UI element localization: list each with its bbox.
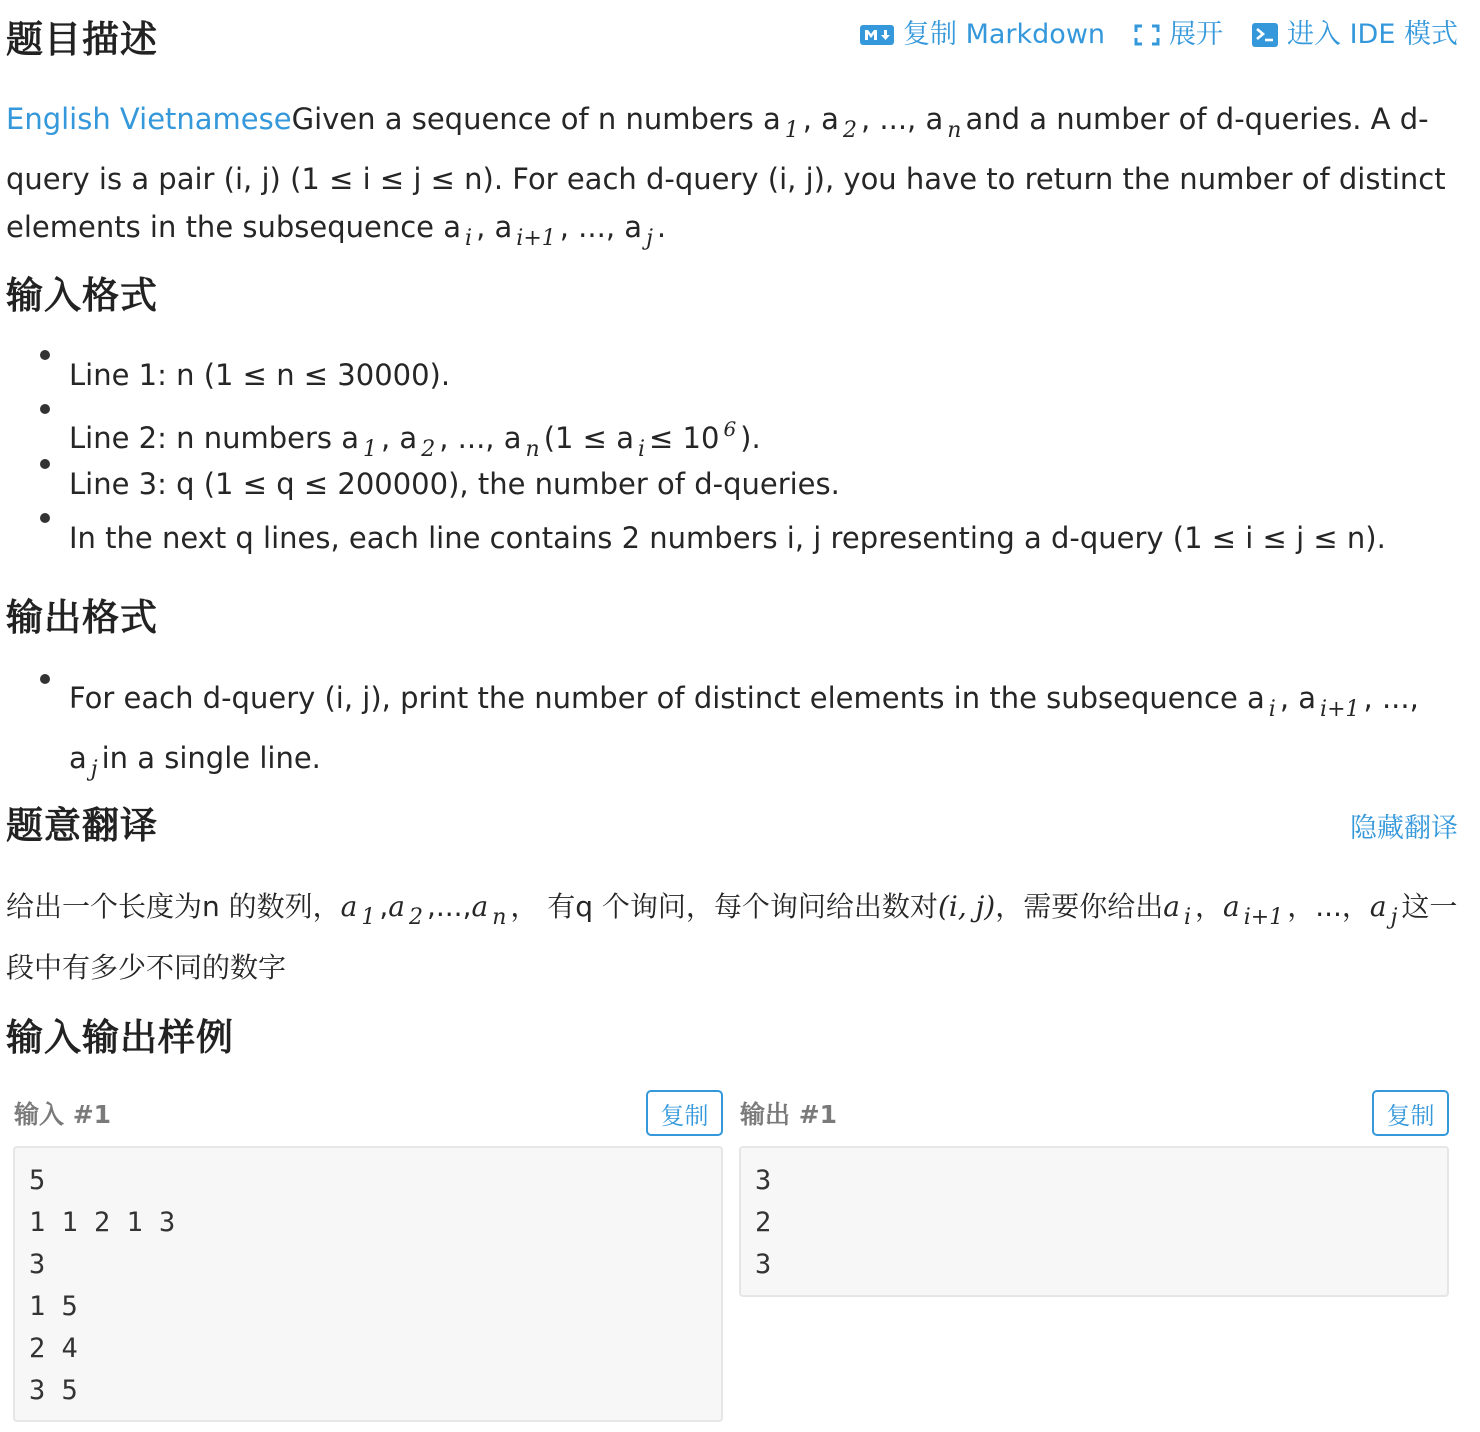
- text-segment: n: [525, 437, 540, 462]
- text-segment: 这一段中有多少不同的数字: [6, 890, 1458, 984]
- text-segment: , a: [1279, 681, 1317, 715]
- text-segment: ,: [379, 890, 389, 923]
- copy-markdown-button[interactable]: [859, 18, 1105, 52]
- translation-heading: 题意翻译: [6, 804, 158, 847]
- text-segment: a: [471, 890, 489, 923]
- text-segment: a: [1163, 890, 1180, 923]
- text-segment: and a number of d-queries. A d-query is a pair (i, j) (1 ≤ i ≤ j ≤ n). For each d-query (i, j), you have to return the number of distinct elements in the subsequence a: [6, 102, 1446, 244]
- terminal-icon: [1251, 22, 1279, 48]
- text-segment: ,...,: [426, 890, 472, 923]
- text-segment: ，需要你给出: [995, 890, 1164, 923]
- sample-output-box[interactable]: 3 2 3: [739, 1146, 1449, 1297]
- text-segment: j: [1390, 905, 1398, 930]
- output-sample-label: 输出 #1: [740, 1100, 838, 1129]
- text-segment: ≤ 10: [649, 421, 720, 455]
- text-segment: ，...，: [1287, 890, 1370, 923]
- toolbar: [859, 18, 1458, 52]
- text-segment: ， 有q 个询问，每个询问给出数对: [510, 890, 938, 923]
- ide-mode-label: 进入 IDE 模式: [1287, 19, 1458, 50]
- text-segment: .: [656, 210, 667, 244]
- list-item: [40, 513, 1465, 567]
- copy-input-button[interactable]: 复制: [646, 1090, 723, 1136]
- copy-output-button[interactable]: 复制: [1372, 1090, 1449, 1136]
- text-segment: i: [1268, 697, 1276, 722]
- text-segment: 给出一个长度为n 的数列，: [6, 890, 341, 923]
- text-segment: 6: [723, 417, 737, 441]
- text-segment: i: [637, 437, 646, 462]
- text-segment: , a: [380, 421, 418, 455]
- text-segment: i+1: [1320, 697, 1360, 722]
- text-segment: (i, j): [937, 890, 996, 923]
- ide-mode-button[interactable]: [1251, 18, 1458, 52]
- input-format-list: [40, 350, 1465, 567]
- text-segment: n: [492, 905, 507, 930]
- text-segment: 2: [408, 905, 423, 930]
- text-segment: i+1: [516, 226, 556, 251]
- text-segment: , ..., a: [559, 210, 643, 244]
- text-segment: j: [90, 757, 98, 782]
- text-segment: j: [646, 226, 653, 251]
- text-segment: , a: [802, 102, 839, 136]
- text-segment: a: [1223, 890, 1240, 923]
- text-segment: a: [388, 890, 405, 923]
- input-sample-label: 输入 #1: [14, 1100, 112, 1129]
- text-segment: i: [465, 226, 473, 251]
- list-item: [40, 404, 1465, 462]
- list-item: [40, 350, 1465, 404]
- text-segment: 1: [361, 905, 376, 930]
- output-format-heading: 输出格式: [6, 596, 158, 639]
- description-text: [6, 95, 1466, 263]
- text-segment: a: [340, 890, 358, 923]
- language-links[interactable]: English Vietnamese: [6, 102, 292, 136]
- text-segment: For each d-query (i, j), print the number of distinct elements in the subsequence a: [69, 681, 1265, 715]
- text-segment: 2: [842, 118, 857, 143]
- text-segment: Given a sequence of n numbers a: [291, 102, 781, 136]
- text-segment: Line 3: q (1 ≤ q ≤ 200000), the number of d-queries.: [69, 467, 840, 501]
- text-segment: n: [947, 118, 962, 143]
- translation-text: [6, 882, 1466, 993]
- text-segment: , a: [476, 210, 513, 244]
- text-segment: Line 1: n (1 ≤ n ≤ 30000).: [69, 358, 451, 392]
- expand-label: 展开: [1169, 19, 1224, 50]
- text-segment: In the next q lines, each line contains 2 numbers i, j representing a d-query (1 ≤ i ≤ j ≤ n).: [69, 521, 1386, 555]
- input-format-heading: 输入格式: [6, 274, 158, 317]
- list-item: [40, 674, 1465, 794]
- text-segment: 1: [784, 118, 799, 143]
- text-segment: (1 ≤ a: [543, 421, 634, 455]
- text-segment: i+1: [1243, 905, 1284, 930]
- expand-button[interactable]: [1133, 18, 1223, 52]
- text-segment: a: [1369, 890, 1387, 923]
- description-heading: 题目描述: [6, 18, 158, 61]
- markdown-icon: [859, 23, 895, 47]
- list-item: [40, 459, 1465, 513]
- samples-heading: 输入输出样例: [6, 1016, 234, 1059]
- text-segment: ).: [740, 421, 761, 455]
- text-segment: 2: [421, 437, 436, 462]
- text-segment: , ..., a: [69, 681, 1419, 775]
- hide-translation-button[interactable]: 隐藏翻译: [1350, 813, 1458, 844]
- expand-icon: [1133, 23, 1161, 47]
- copy-markdown-label: 复制 Markdown: [903, 19, 1106, 50]
- text-segment: 1: [362, 437, 377, 462]
- output-format-list: [40, 674, 1465, 794]
- text-segment: , ..., a: [860, 102, 944, 136]
- text-segment: i: [1183, 905, 1191, 930]
- text-segment: , ..., a: [439, 421, 522, 455]
- sample-input-box[interactable]: 5 1 1 2 1 3 3 1 5 2 4 3 5: [13, 1146, 723, 1422]
- text-segment: in a single line.: [101, 741, 321, 775]
- text-segment: ，: [1195, 890, 1224, 923]
- text-segment: Line 2: n numbers a: [69, 421, 359, 455]
